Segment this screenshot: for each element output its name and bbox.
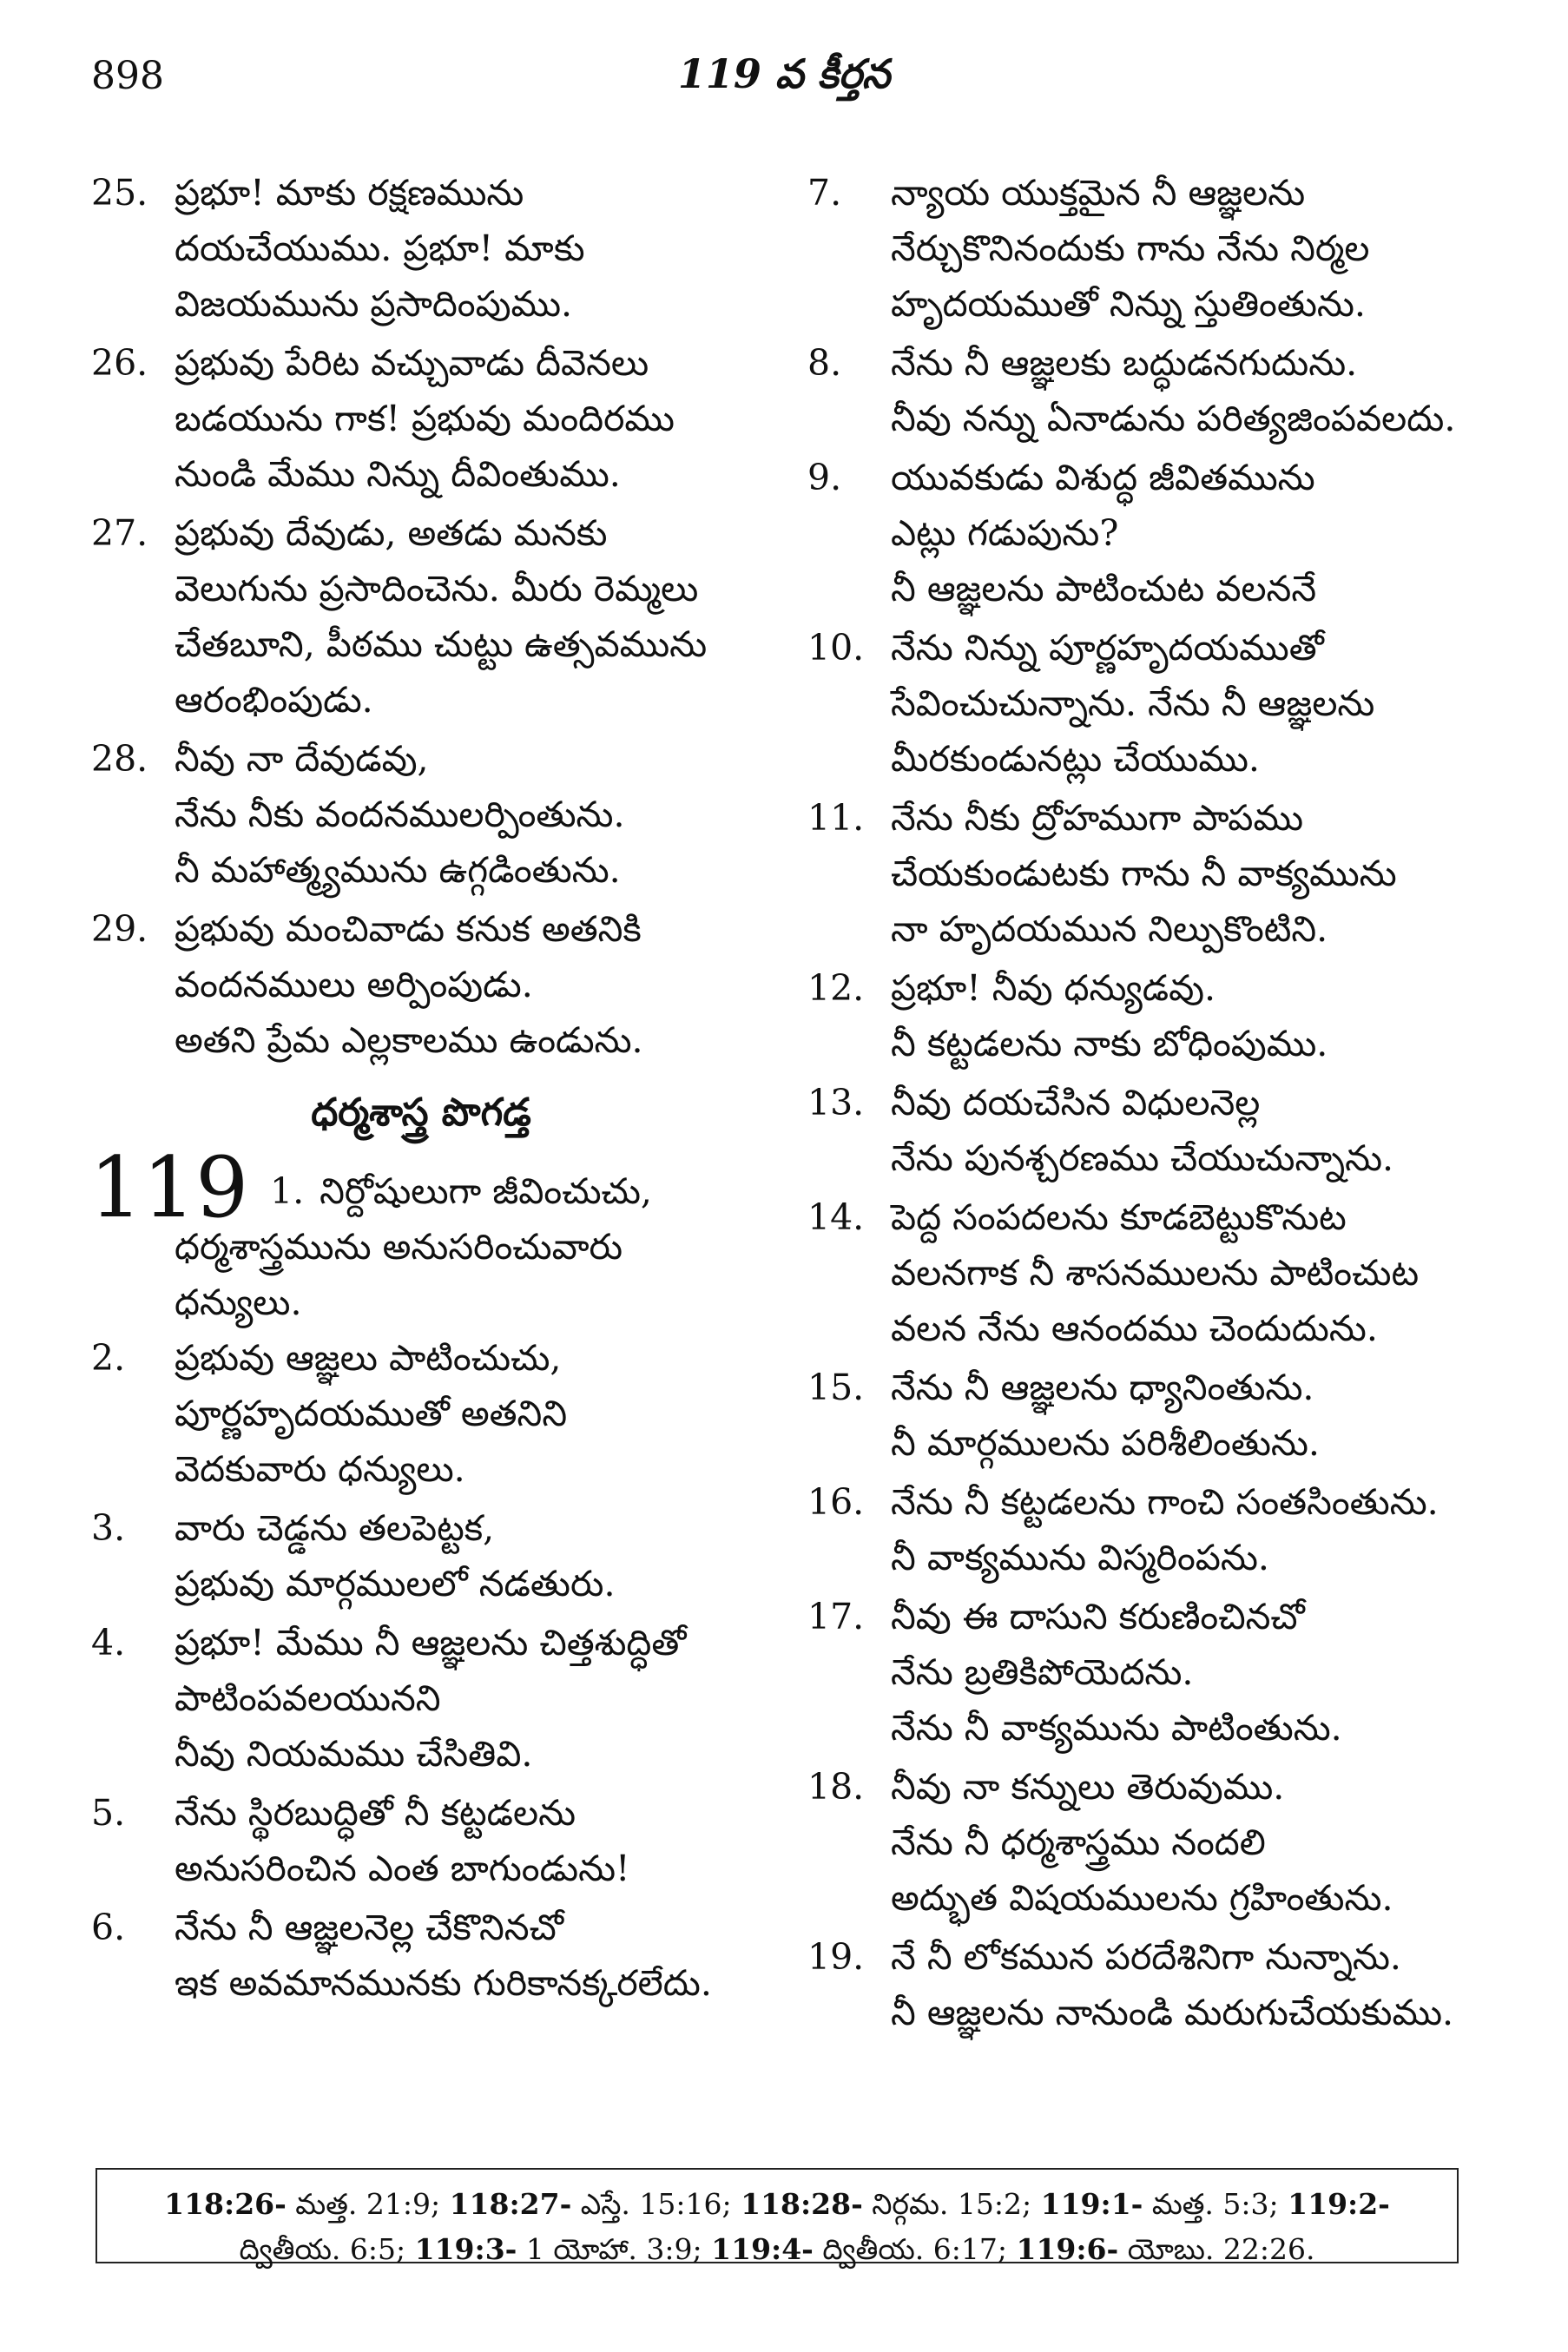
verse-number: 6. — [91, 1907, 126, 1948]
verse-line: అతని ప్రేమ ఎల్లకాలము ఉండును. — [175, 1019, 643, 1061]
verse-line: నీ కట్టడలను నాకు బోధింపుము. — [891, 1023, 1328, 1064]
verse-line — [175, 1163, 803, 1219]
footnote-reference: 119:2- — [1288, 2187, 1390, 2221]
verse-line: నీవు నన్ను ఏనాడును పరిత్యజింపవలదు. — [891, 398, 1456, 439]
verse-line: ప్రభూ! నీవు ధన్యుడవు. — [891, 967, 1216, 1009]
verse — [807, 1929, 1502, 2040]
verse-text: నిర్దోషులుగా జీవించుచు, — [320, 1170, 652, 1212]
verse-line: నీవు నా దేవుడవు, — [175, 738, 429, 780]
verse-line: నేను బ్రతికిపోయెదను. — [891, 1651, 1194, 1693]
verse — [807, 165, 1502, 332]
verse-line: ఆరంభింపుడు. — [175, 679, 373, 721]
verse-line: హృదయముతో నిన్ను స్తుతింతును. — [891, 283, 1366, 325]
verse-line: నేను నిన్ను పూర్ణహృదయముతో — [891, 627, 1324, 669]
verse-line: వెదకువారు ధన్యులు. — [175, 1448, 465, 1490]
verse-line: నేను పునశ్చరణము చేయుచున్నాను. — [891, 1137, 1394, 1179]
verse-number: 13. — [807, 1082, 865, 1123]
footnote-reference: 118:28- — [741, 2187, 863, 2221]
verse-line: దయచేయుము. ప్రభూ! మాకు — [175, 227, 585, 269]
verse-line: నేను నీ ఆజ్ఞలను ధ్యానింతును. — [891, 1367, 1314, 1408]
verse-line: ధర్మశాస్త్రమును అనుసరించువారు — [175, 1226, 623, 1268]
verse-line: నేను నీ కట్టడలను గాంచి సంతసింతును. — [891, 1481, 1439, 1523]
verse-line: బడయును గాక! ప్రభువు మందిరము — [175, 398, 675, 439]
verse-line: నేను నీకు ద్రోహముగా పాపము — [891, 797, 1304, 839]
verse-line: యువకుడు విశుద్ధ జీవితమును — [891, 457, 1315, 498]
verse — [807, 1474, 1502, 1585]
verse-number: 11. — [807, 797, 865, 839]
verse-line: నీవు నా కన్నులు తెరువుము. — [891, 1766, 1285, 1808]
chapter-start — [89, 1139, 803, 1330]
verse-line: నా హృదయమున నిల్పుకొంటిని. — [891, 908, 1328, 950]
verse-line: అద్భుత విషయములను గ్రహింతును. — [891, 1877, 1393, 1919]
verse-number: 3. — [91, 1507, 126, 1549]
verse-number: 28. — [91, 738, 148, 780]
verse-line: చేతబూని, పీఠము చుట్టు ఉత్సవమును — [175, 623, 708, 665]
verse — [91, 1330, 803, 1497]
verse — [807, 790, 1502, 957]
verse-number: 17. — [807, 1596, 865, 1637]
verse-number: 26. — [91, 342, 148, 384]
verse-number: 29. — [91, 908, 148, 950]
verse — [807, 1589, 1502, 1756]
verse-line: నేను నీకు వందనములర్పింతును. — [175, 794, 625, 835]
verse-number: 27. — [91, 512, 148, 554]
verse — [91, 1785, 803, 1896]
verse — [91, 1900, 803, 2011]
verse-line: ప్రభువు పేరిట వచ్చువాడు దీవెనలు — [175, 342, 649, 384]
footnote-reference: 118:27- — [449, 2187, 572, 2221]
verse — [807, 1189, 1502, 1356]
verse — [91, 335, 803, 502]
footnote-line — [115, 2182, 1440, 2227]
verse-line: నీ ఆజ్ఞలను పాటించుట వలననే — [891, 568, 1317, 609]
verse-line: నీ ఆజ్ఞలను నానుండి మరుగుచేయకుము. — [891, 1992, 1454, 2033]
verse-line: ప్రభువు ఆజ్ఞలు పాటించుచు, — [175, 1337, 562, 1379]
verse-line: నేను నీ ధర్మశాస్త్రము నందలి — [891, 1822, 1266, 1863]
verse-number: 1. — [270, 1170, 305, 1212]
verse-line: ఎట్లు గడుపును? — [891, 512, 1119, 554]
verse-line: నేను నీ ఆజ్ఞలకు బద్ధుడనగుదును. — [891, 342, 1358, 384]
verse-number: 9. — [807, 457, 842, 498]
verse-number: 25. — [91, 172, 148, 214]
running-title: 119 వ కీర్తన — [677, 50, 891, 97]
verse-line: సేవించుచున్నాను. నేను నీ ఆజ్ఞలను — [891, 682, 1375, 724]
verse — [91, 731, 803, 898]
footnotes-box — [96, 2168, 1459, 2266]
verse-line: నీవు దయచేసిన విధులనెల్ల — [891, 1082, 1261, 1123]
verse-line: నేను నీ వాక్యమును పాటింతును. — [891, 1707, 1342, 1749]
verse-number: 19. — [807, 1936, 865, 1978]
verse-line: నేను నీ ఆజ్ఞలనెల్ల చేకొనినచో — [175, 1907, 563, 1948]
verse-list — [807, 165, 1502, 2040]
verse-number: 16. — [807, 1481, 865, 1523]
verse-line: పాటింపవలయునని — [175, 1677, 441, 1719]
verse-list-bottom — [91, 1330, 803, 2011]
verse — [807, 960, 1502, 1071]
verse-line: నీవు ఈ దాసుని కరుణించినచో — [891, 1596, 1305, 1637]
verse-line: వందనములు అర్పింపుడు. — [175, 964, 533, 1005]
footnote-text: ఎస్తే. 15:16; — [571, 2187, 741, 2221]
left-column — [91, 165, 803, 2014]
footnote-text: ద్వితీయ. 6:5; — [239, 2232, 415, 2266]
verse-line: పూర్ణహృదయముతో అతనిని — [175, 1393, 568, 1434]
verse-line: వెలుగును ప్రసాదించెను. మీరు రెమ్మలు — [175, 568, 699, 609]
page-number: 898 — [91, 54, 164, 98]
verse-number: 2. — [91, 1337, 126, 1379]
verse-number: 12. — [807, 967, 865, 1009]
verse-number: 10. — [807, 627, 865, 669]
verse-line: ప్రభువు దేవుడు, అతడు మనకు — [175, 512, 608, 554]
verse-line: నుండి మేము నిన్ను దీవింతుము. — [175, 453, 621, 495]
section-title: ధర్మశాస్త్ర పొగడ్త — [311, 1090, 531, 1135]
verse-line: నీ మార్గములను పరిశీలింతును. — [891, 1422, 1320, 1464]
footnote-text: మత్త. 5:3; — [1143, 2187, 1288, 2221]
verse-number: 15. — [807, 1367, 865, 1408]
verse — [807, 335, 1502, 446]
verse-line: నీవు నియమము చేసితివి. — [175, 1733, 533, 1775]
verse-number: 4. — [91, 1622, 126, 1664]
verse-line: విజయమును ప్రసాదింపుము. — [175, 283, 573, 325]
verse-number: 8. — [807, 342, 842, 384]
footnote-text: 1 యోహా. 3:9; — [517, 2232, 712, 2266]
footnote-text: మత్త. 21:9; — [286, 2187, 450, 2221]
verse-line: ఇక అవమానమునకు గురికానక్కరలేదు. — [175, 1962, 712, 2004]
right-column — [807, 165, 1502, 2044]
verse-line: వలన నేను ఆనందము చెందుదును. — [891, 1308, 1378, 1349]
verse-line: వలనగాక నీ శాసనములను పాటించుట — [891, 1252, 1420, 1294]
verse-line: నేను స్థిరబుద్ధితో నీ కట్టడలను — [175, 1792, 576, 1834]
verse — [807, 1360, 1502, 1471]
verse-line: నే నీ లోకమున పరదేశినిగా నున్నాను. — [891, 1936, 1401, 1978]
verse — [91, 505, 803, 728]
verse-list-top — [91, 165, 803, 1068]
verse-line: వారు చెడ్డను తలపెట్టక, — [175, 1507, 495, 1549]
footnote-text: ద్వితీయ. 6:17; — [813, 2232, 1017, 2266]
verse-number: 14. — [807, 1196, 865, 1238]
verse-line: చేయకుండుటకు గాను నీ వాక్యమును — [891, 853, 1397, 894]
verse — [807, 450, 1502, 616]
verse-number: 7. — [807, 172, 842, 214]
verse — [91, 165, 803, 332]
footnote-reference: 119:3- — [414, 2232, 517, 2266]
verse-line: నీ మహాత్మ్యమును ఉగ్గడింతును. — [175, 849, 621, 891]
verse-line: న్యాయ యుక్తమైన నీ ఆజ్ఞలను — [891, 172, 1306, 214]
verse-line: మీరకుండునట్లు చేయుము. — [891, 738, 1260, 780]
footnote-line — [115, 2227, 1440, 2272]
footnote-text: యోబు. 22:26. — [1118, 2232, 1315, 2266]
verse-line: ప్రభూ! మేము నీ ఆజ్ఞలను చిత్తశుద్ధితో — [175, 1622, 687, 1664]
verse — [807, 1759, 1502, 1926]
chapter-number: 119 — [89, 1139, 249, 1236]
footnote-text: నిర్గమ. 15:2; — [862, 2187, 1041, 2221]
footnote-reference: 118:26- — [164, 2187, 287, 2221]
verse-number: 18. — [807, 1766, 865, 1808]
verse — [807, 1075, 1502, 1186]
verse-line: అనుసరించిన ఎంత బాగుండును! — [175, 1848, 630, 1889]
verse — [91, 901, 803, 1068]
verse-number: 5. — [91, 1792, 126, 1834]
verse-line: నేర్చుకొనినందుకు గాను నేను నిర్మల — [891, 227, 1370, 269]
verse — [91, 1500, 803, 1611]
verse-line: పెద్ద సంపదలను కూడబెట్టుకొనుట — [891, 1196, 1347, 1238]
verse-line: ప్రభువు మార్గములలో నడతురు. — [175, 1563, 616, 1604]
footnote-reference: 119:6- — [1016, 2232, 1119, 2266]
verse-line: నీ వాక్యమును విస్మరింపను. — [891, 1537, 1269, 1578]
verse-line: ప్రభూ! మాకు రక్షణమును — [175, 172, 524, 214]
footnote-reference: 119:4- — [711, 2232, 814, 2266]
verse-line: ధన్యులు. — [175, 1281, 302, 1323]
verse — [807, 620, 1502, 787]
verse — [91, 1615, 803, 1782]
verse-line: ప్రభువు మంచివాడు కనుక అతనికి — [175, 908, 642, 950]
footnote-reference: 119:1- — [1040, 2187, 1143, 2221]
